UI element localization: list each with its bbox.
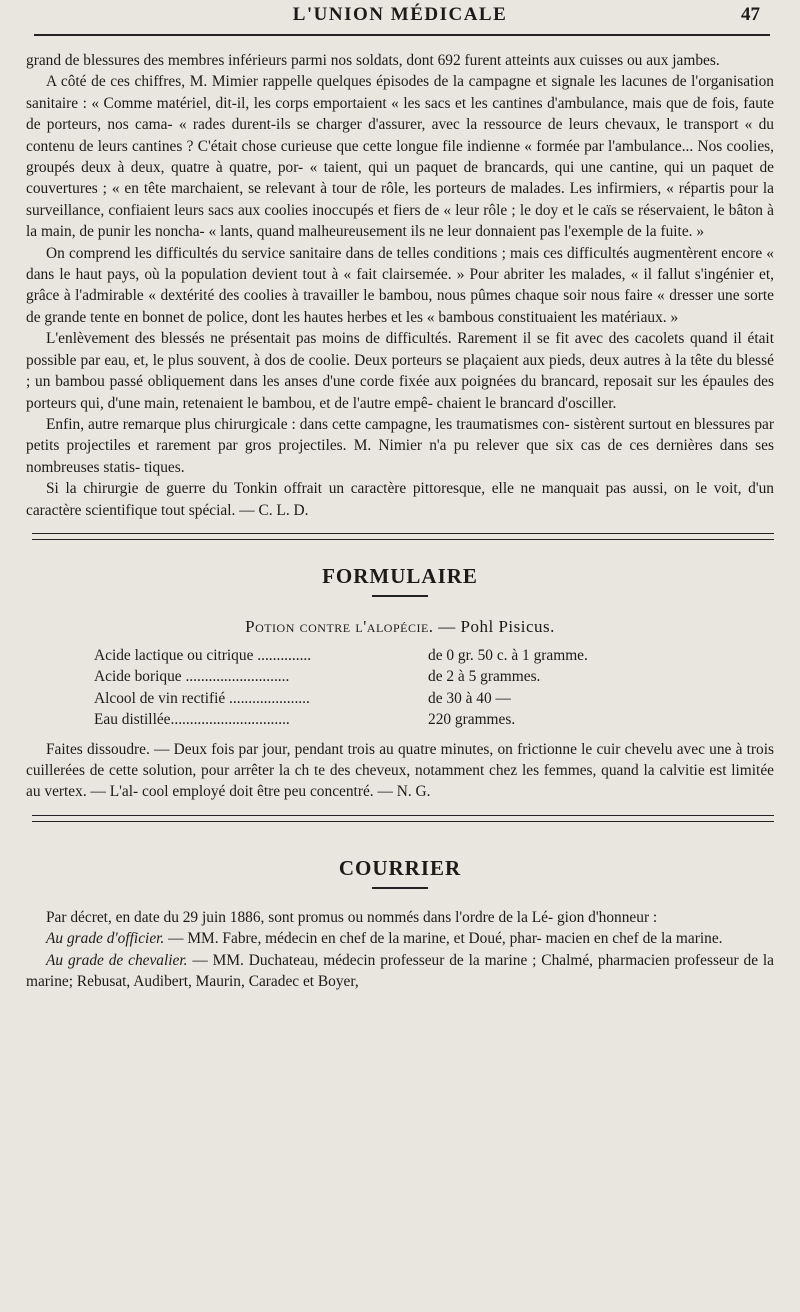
ingredient-quantity: de 2 à 5 grammes. bbox=[428, 668, 541, 686]
formula-author: — Pohl Pisicus. bbox=[433, 616, 555, 636]
ingredient-quantity: 220 grammes. bbox=[428, 711, 516, 729]
courrier-intro: Par décret, en date du 29 juin 1886, sont promus ou nommés dans l'ordre de la Lé- gion d'honneur : bbox=[46, 908, 658, 926]
formulaire-heading: FORMULAIRE bbox=[322, 563, 478, 588]
article-paragraph: On comprend les difficultés du service sanitaire dans de telles conditions ; mais ces difficultés augmentèrent encore « dans le haut pays, où la population devient tout à « fait clairsemée. » Pour abriter les malades, « il fallut s'ingénier et, grâce à l'admirable « dextérité des coolies à travailler le bambou, nous pûmes chaque soir nous faire « dresser une sorte de grande tente en bonnet de police, dont les hautes herbes et les « bambous constituaient les matériaux. » bbox=[26, 244, 774, 326]
ingredient-row bbox=[94, 709, 588, 730]
ingredient-name: Alcool de vin rectifié ..................... bbox=[94, 689, 310, 707]
chevalier-paragraph bbox=[26, 950, 774, 993]
officier-text: — MM. Fabre, médecin en chef de la marine, et Doué, phar- macien en chef de la marine. bbox=[164, 930, 723, 948]
article-paragraph: grand de blessures des membres inférieurs parmi nos soldats, dont 692 furent atteints aux cuisses ou aux jambes. bbox=[26, 52, 720, 69]
article-paragraph: A côté de ces chiffres, M. Mimier rappelle quelques épisodes de la campagne et signale les lacunes de l'organisation sanitaire : « Comme matériel, dit-il, les corps emportaient « les sacs et les cantines d'ambulance, mais que de fois, faute de porteurs, nos cama- « rades durent-ils se charger d'assurer, avec la ressource de leurs chevaux, le transport « du contenu de leurs cantines ? C'était chose curieuse que cette longue file indienne « formée par l'ambulance... Nos coolies, groupés deux à deux, quatre à quatre, por- « taient, qui un paquet de brancards, qui une cantine, qui un paquet de couvertures ; « en tête marchaient, se relevant à tour de rôle, les porteurs de malades. Les infirmiers, « répartis pour la surveillance, confiaient leurs sacs aux coolies inoccupés et fiers de « leur rôle ; le doy et le caïs se réservaient, le bâton à la main, de punir les noncha- « lants, quand malheureusement ils ne leur donnaient pas l'exemple de la fuite. » bbox=[26, 73, 774, 241]
ingredient-row bbox=[94, 666, 588, 687]
ingredient-row bbox=[94, 688, 588, 709]
chevalier-text: — MM. Duchateau, médecin professeur de la marine ; Chalmé, pharmacien professeur de la marine; Rebusat, Audibert, Maurin, Caradec et Boyer, bbox=[26, 951, 774, 990]
article-paragraph: Enfin, autre remarque plus chirurgicale : dans cette campagne, les traumatismes con- sistèrent surtout en blessures par petits projectiles et rarement par gros projectiles. M. Nimier n'a pu relever que six cas de ces dernières dans ses nombreuses statis- tiques. bbox=[26, 415, 774, 476]
ingredients-table bbox=[94, 645, 588, 731]
ingredient-row bbox=[94, 645, 588, 666]
article-body bbox=[26, 50, 774, 521]
running-head bbox=[26, 0, 774, 34]
article-paragraph: Si la chirurgie de guerre du Tonkin offrait un caractère pittoresque, elle ne manquait pas aussi, on le voit, d'un caractère scientifique tout spécial. — C. L. D. bbox=[26, 480, 774, 519]
ingredient-name: Acide lactique ou citrique .............. bbox=[94, 646, 312, 664]
page-number: 47 bbox=[741, 4, 760, 25]
officier-paragraph bbox=[26, 928, 774, 949]
formula-name: Potion contre l'alopécie. bbox=[245, 616, 434, 636]
ingredient-quantity: de 30 à 40 — bbox=[428, 689, 511, 707]
journal-title: L'UNION MÉDICALE bbox=[292, 4, 508, 25]
heading-underline bbox=[372, 595, 428, 597]
ingredient-name: Acide borique ........................... bbox=[94, 668, 290, 686]
heading-underline bbox=[372, 887, 428, 889]
officier-label: Au grade d'officier. bbox=[46, 930, 165, 948]
ingredient-quantity: de 0 gr. 50 c. à 1 gramme. bbox=[428, 646, 588, 664]
formula-title bbox=[26, 617, 774, 637]
section-divider bbox=[32, 815, 774, 822]
section-divider bbox=[32, 533, 774, 540]
header-rule bbox=[34, 34, 770, 36]
formula-instructions: Faites dissoudre. — Deux fois par jour, pendant trois au quatre minutes, on frictionne le cuir chevelu avec une à trois cuillerées de cette solution, pour arrêter la ch te des cheveux, notamment chez les femmes, quand la calvitie est limitée au vertex. — L'al- cool employé doit être peu concentré. — N. G. bbox=[26, 740, 774, 801]
courrier-body bbox=[26, 907, 774, 993]
chevalier-label: Au grade de chevalier. bbox=[46, 951, 188, 969]
courrier-heading: COURRIER bbox=[338, 855, 462, 880]
ingredient-name: Eau distillée............................... bbox=[94, 711, 290, 729]
article-paragraph: L'enlèvement des blessés ne présentait pas moins de difficultés. Rarement il se fit avec des cacolets quand il était possible par eau, et, le plus souvent, à dos de coolie. Deux porteurs se plaçaient aux pieds, deux autres à la tête du blessé ; un bambou passé obliquement dans les anses d'une corde fixée aux poignées du brancard, reposait sur les épaules des porteurs qui, d'une main, retenaient le bambou, et de l'autre empê- chaient le brancard d'osciller. bbox=[26, 330, 774, 412]
